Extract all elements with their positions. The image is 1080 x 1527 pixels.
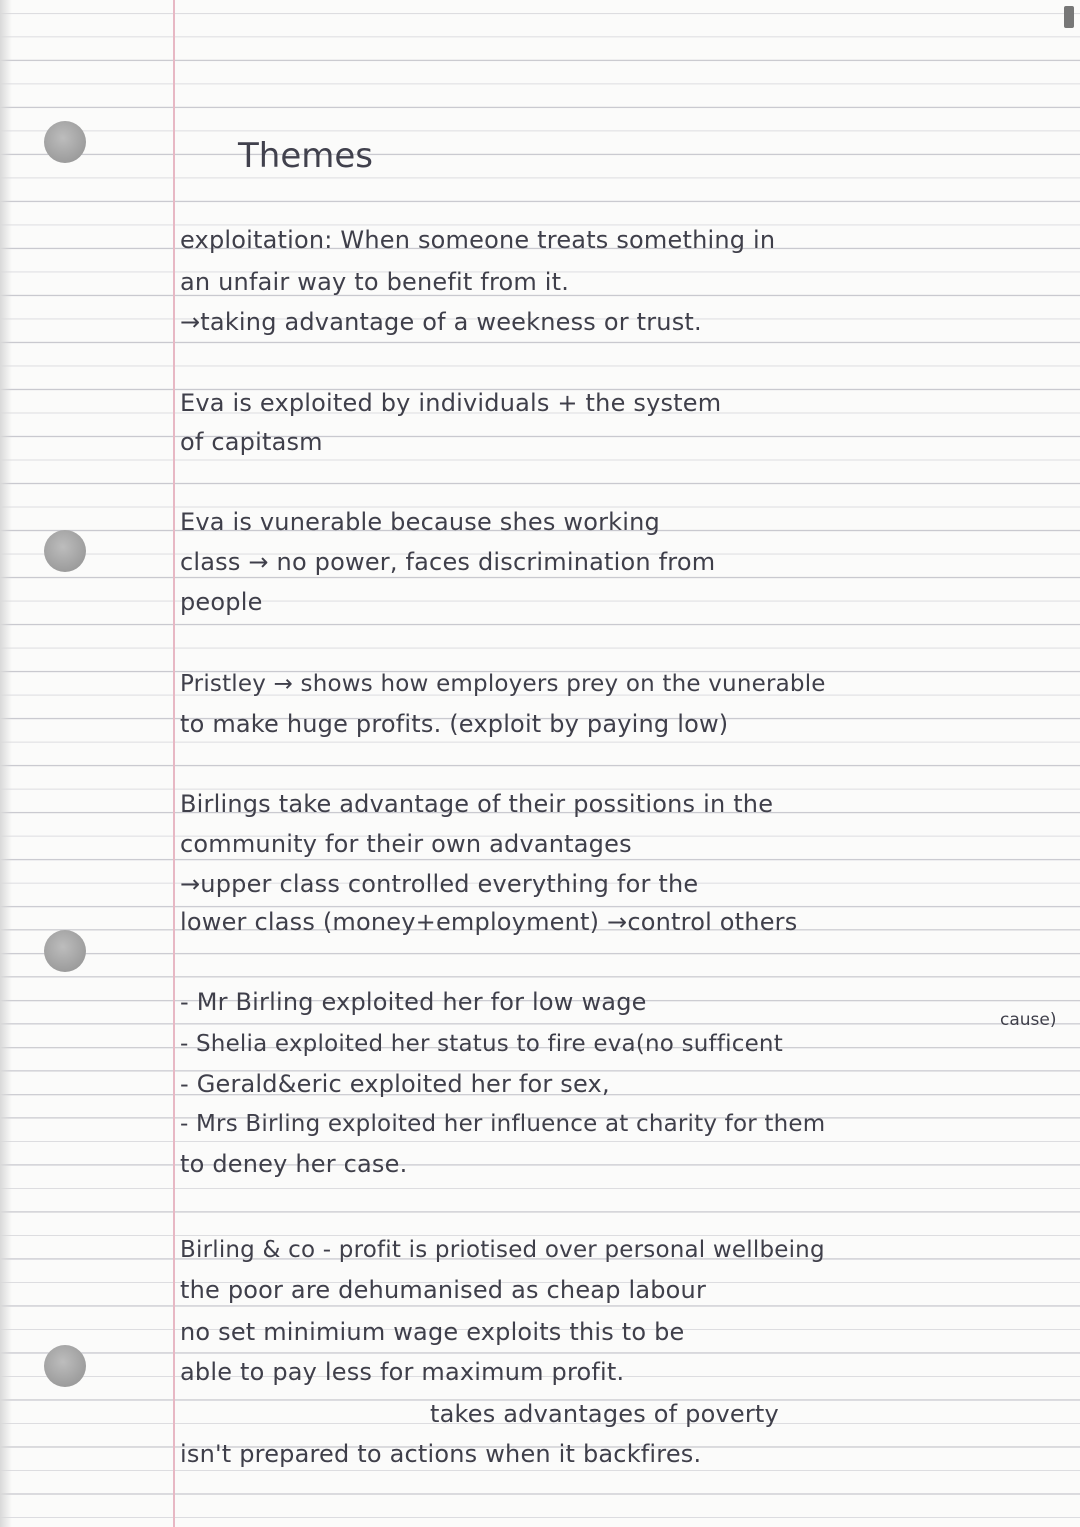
note-line: no set minimium wage exploits this to be	[180, 1318, 685, 1346]
margin-line	[173, 0, 175, 1527]
note-line: →upper class controlled everything for the	[180, 870, 699, 898]
note-line: Birlings take advantage of their possitions in the	[180, 790, 774, 818]
note-line: takes advantages of poverty	[430, 1400, 779, 1428]
binder-hole-3	[44, 930, 86, 972]
binder-hole-2	[44, 530, 86, 572]
binder-hole-1	[44, 121, 86, 163]
note-line: - Mrs Birling exploited her influence at charity for them	[180, 1111, 826, 1137]
note-line: lower class (money+employment) →control others	[180, 908, 798, 936]
note-line: →taking advantage of a weekness or trust.	[180, 308, 702, 336]
note-line: community for their own advantages	[180, 830, 632, 858]
page-corner-mark	[1064, 6, 1074, 28]
note-line: Eva is exploited by individuals + the system	[180, 389, 722, 417]
note-line: - Mr Birling exploited her for low wage	[180, 988, 647, 1016]
note-line: of capitasm	[180, 428, 323, 456]
note-line: - Gerald&eric exploited her for sex,	[180, 1070, 610, 1098]
note-line: the poor are dehumanised as cheap labour	[180, 1276, 707, 1304]
note-line: Eva is vunerable because shes working	[180, 508, 660, 536]
note-line: exploitation: When someone treats something in	[180, 226, 776, 254]
page-title: Themes	[238, 136, 373, 176]
note-line: people	[180, 588, 263, 616]
note-line: able to pay less for maximum profit.	[180, 1358, 625, 1386]
note-line: to deney her case.	[180, 1150, 408, 1178]
note-line: - Shelia exploited her status to fire eva(no sufficent	[180, 1031, 783, 1057]
note-line: isn't prepared to actions when it backfires.	[180, 1440, 702, 1468]
note-line: Pristley → shows how employers prey on the vunerable	[180, 671, 826, 697]
note-line: an unfair way to benefit from it.	[180, 268, 570, 296]
margin-annotation: cause)	[1000, 1010, 1057, 1030]
note-line: to make huge profits. (exploit by paying low)	[180, 710, 729, 738]
note-line: Birling & co - profit is priotised over personal wellbeing	[180, 1237, 825, 1263]
note-line: class → no power, faces discrimination from	[180, 548, 716, 576]
binder-hole-4	[44, 1345, 86, 1387]
